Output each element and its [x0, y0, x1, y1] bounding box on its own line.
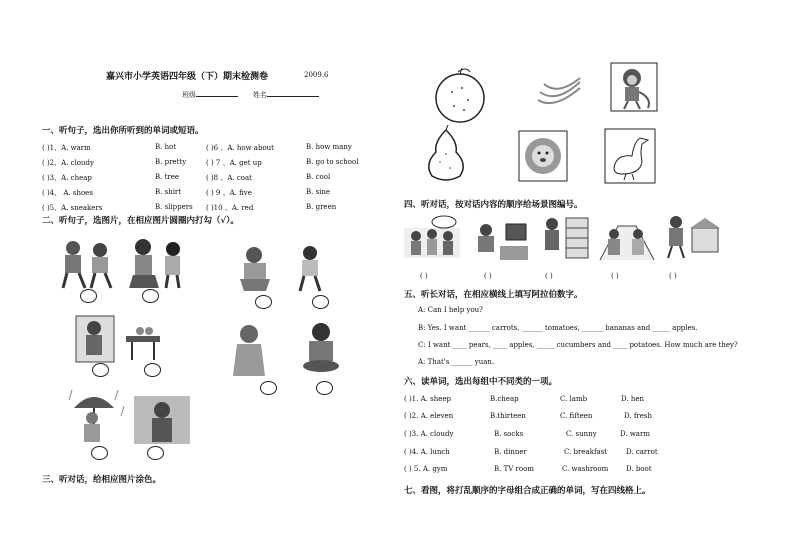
s6-row-5-c: C. washroom — [562, 465, 609, 473]
s1-row-3-b: B. tree — [155, 173, 180, 181]
s1-row-9-b: B. sine — [306, 188, 331, 196]
section3-heading: 三、听对话，给相应图片涂色。 — [42, 475, 162, 485]
section6-heading: 六、读单词，选出每组中不同类的一项。 — [404, 377, 558, 387]
s2-choice-10-circle[interactable] — [147, 446, 164, 460]
s2-choice-8-circle[interactable] — [316, 381, 333, 395]
scene-4-hallway-image — [598, 216, 656, 262]
page-title: 嘉兴市小学英语四年级（下）期末检测卷 — [106, 72, 269, 82]
s6-row-5-a: ( ) 5. A. gym — [404, 465, 448, 473]
scene-3-library-image — [540, 214, 592, 262]
s6-row-3-c: C. sunny — [566, 430, 597, 438]
class-field[interactable] — [182, 90, 238, 100]
s2-choice-7-circle[interactable] — [260, 381, 277, 395]
s6-row-4-c: C. breakfast — [564, 448, 608, 456]
s2-choice-2-circle[interactable] — [142, 289, 159, 303]
orange-icon — [432, 66, 492, 124]
rainy-umbrella-image — [68, 386, 192, 446]
s6-row-4-b: B. dinner — [494, 448, 527, 456]
s4-bracket-5[interactable]: ( ) — [669, 272, 677, 280]
s6-row-4-d: D. carrot — [626, 448, 658, 456]
s6-row-3-d: D. warm — [620, 430, 650, 438]
s1-row-2-b: B. pretty — [155, 158, 187, 166]
scene-1-family-image — [404, 214, 460, 260]
s6-row-3-a: ( )3. A. cloudy — [404, 430, 454, 438]
section7-heading: 七、看图，将打乱顺序的字母组合成正确的单词，写在四线格上。 — [404, 486, 651, 496]
s2-choice-1-circle[interactable] — [80, 289, 97, 303]
s6-row-1-b: B.cheap — [490, 395, 519, 403]
scene-5-school-image — [664, 210, 720, 260]
s1-row-4-a: ( )4、 A. shoes — [42, 189, 93, 197]
s1-row-6-b: B. how many — [306, 143, 352, 151]
s1-row-8-b: B. cool — [306, 173, 331, 181]
kids-playing-image — [55, 238, 190, 290]
class-label: 班级 — [182, 91, 196, 99]
s5-line-4: A: That's ______ yuan. — [418, 358, 495, 366]
s1-row-5-b: B. slippers — [155, 203, 193, 211]
s1-row-4-b: B. shirt — [155, 188, 182, 196]
s5-line-1: A: Can I help you? — [418, 306, 483, 314]
s1-row-9-a: ( ) 9 、A. five — [206, 189, 252, 197]
s6-row-3-b: B. socks — [494, 430, 524, 438]
person-and-table-image — [74, 314, 164, 364]
section2-heading: 二、听句子，选图片，在相应图片圆圈内打勾（√）。 — [42, 216, 239, 226]
s4-bracket-4[interactable]: ( ) — [611, 272, 619, 280]
s6-row-1-a: ( )1. A. sheep — [404, 395, 451, 403]
s2-choice-4-circle[interactable] — [312, 295, 329, 309]
s6-row-4-a: ( )4. A. lunch — [404, 448, 450, 456]
s1-row-5-a: ( )5、A. sneakers — [42, 204, 103, 212]
section4-heading: 四、听对话，按对话内容的顺序给场景图编号。 — [404, 200, 583, 210]
s6-row-1-c: C. lamb — [560, 395, 588, 403]
s1-row-1-a: ( )1、A. warm — [42, 144, 91, 152]
s1-row-2-a: ( )2、A. cloudy — [42, 159, 94, 167]
s6-row-5-d: D. boot — [626, 465, 652, 473]
girl-dancing-boy-image — [232, 245, 332, 293]
s2-choice-3-circle[interactable] — [255, 295, 272, 309]
s1-row-6-a: ( )6 、A. how about — [206, 144, 275, 152]
s4-bracket-2[interactable]: ( ) — [484, 272, 492, 280]
s4-bracket-1[interactable]: ( ) — [420, 272, 428, 280]
s1-row-7-b: B. go to school — [306, 158, 359, 166]
exam-date: 2009.6 — [304, 71, 329, 79]
name-label: 姓名 — [253, 91, 267, 99]
s4-bracket-3[interactable]: ( ) — [545, 272, 553, 280]
scene-2-tv-room-image — [470, 218, 530, 262]
s1-row-10-a: ( )10 、A. red — [206, 204, 254, 212]
s6-row-2-b: B.thirteen — [490, 412, 526, 420]
name-field[interactable] — [253, 90, 319, 100]
s2-choice-9-circle[interactable] — [91, 446, 108, 460]
s6-row-5-b: B. TV room — [494, 465, 534, 473]
s6-row-1-d: D. hen — [621, 395, 644, 403]
s6-row-2-a: ( )2. A. eleven — [404, 412, 454, 420]
section5-heading: 五、听长对话，在相应横线上填写阿拉伯数字。 — [404, 290, 583, 300]
s2-choice-5-circle[interactable] — [92, 363, 109, 377]
goose-icon — [604, 128, 656, 184]
bananas-icon — [534, 70, 586, 114]
s1-row-3-a: ( )3、A. cheap — [42, 174, 92, 182]
s6-row-2-d: D. fresh — [624, 412, 652, 420]
lion-icon — [518, 130, 568, 182]
s1-row-1-b: B. hot — [155, 143, 177, 151]
s1-row-7-a: ( ) 7 、A. get up — [206, 159, 262, 167]
s6-row-2-c: C. fifteen — [560, 412, 593, 420]
s5-line-2: B: Yes. I want ______ carrots, ______ tomatoes, ______ bananas and _____ apples. — [418, 324, 698, 332]
s5-line-3: C: I want ____ pears, ____ apples, _____ cucumbers and ____ potatoes. How much are they? — [418, 341, 738, 349]
monkey-icon — [610, 62, 658, 112]
s1-row-10-b: B. green — [306, 203, 337, 211]
girl-and-woman-cooking-image — [227, 322, 349, 378]
s1-row-8-a: ( )8 、A. coat — [206, 174, 252, 182]
section1-heading: 一、听句子，选出你所听到的单词或短语。 — [42, 126, 204, 136]
s2-choice-6-circle[interactable] — [144, 363, 161, 377]
pear-icon — [420, 124, 472, 184]
